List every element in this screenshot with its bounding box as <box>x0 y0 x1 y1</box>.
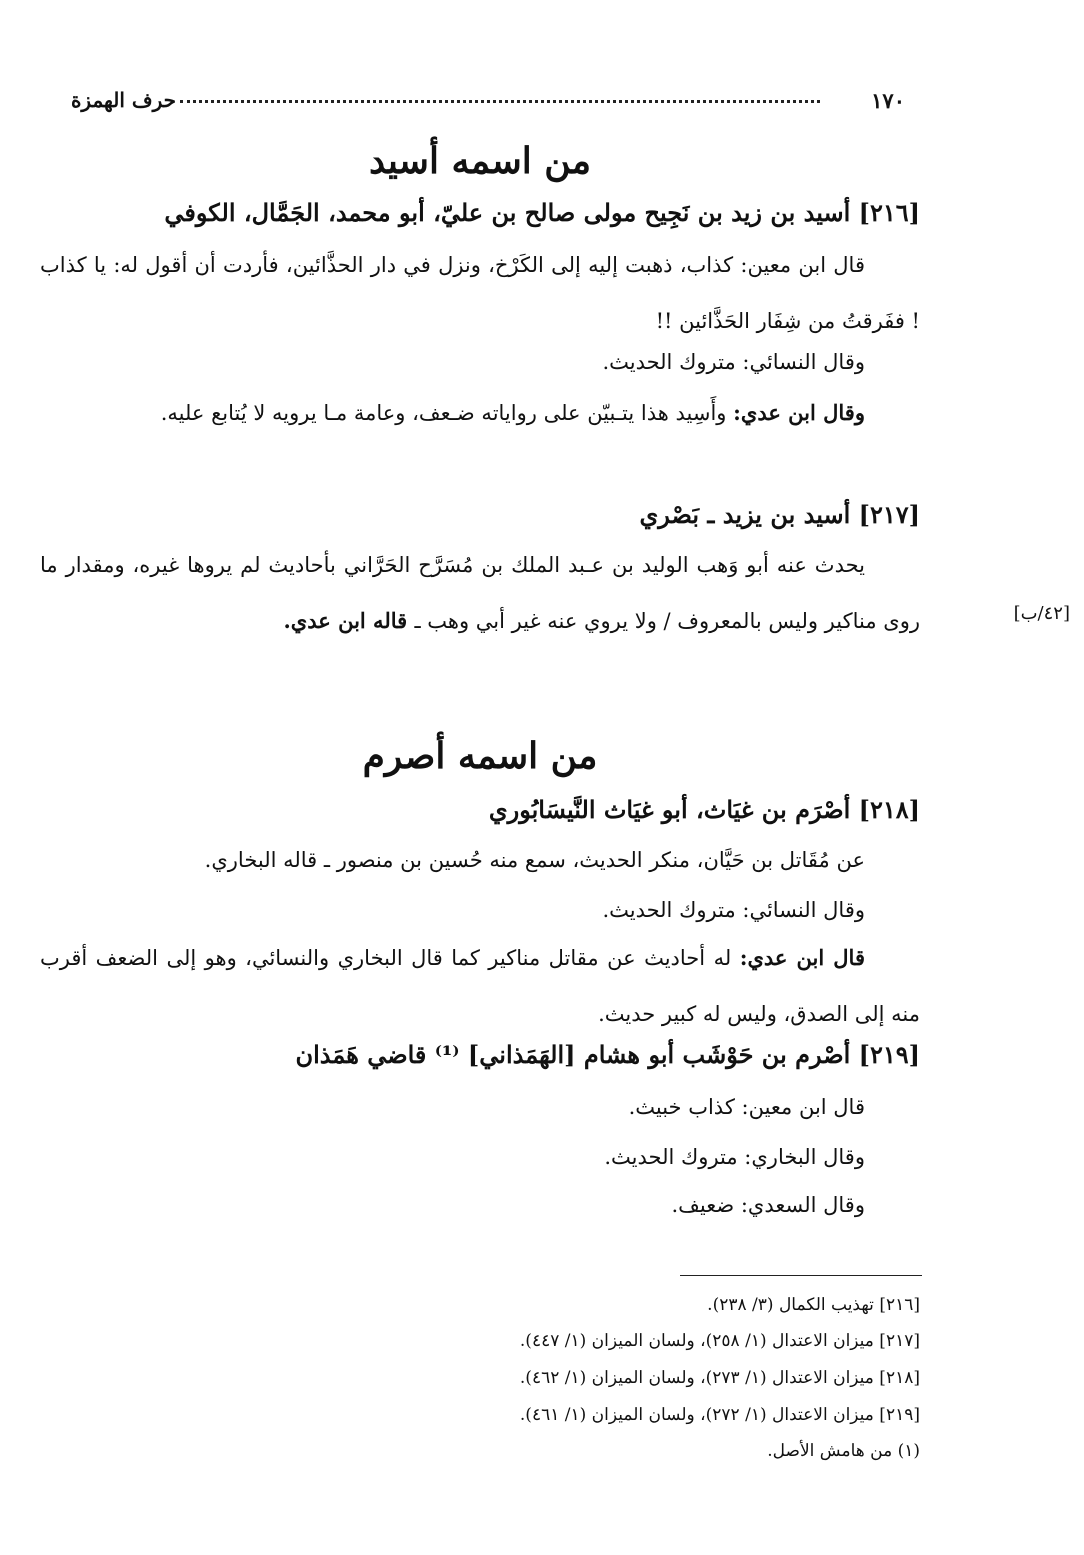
entry-219-line-3: وقال السعدي: ضعيف. <box>671 1193 865 1217</box>
running-title: حرف الهمزة <box>70 88 176 112</box>
entry-219-line-2: وقال البخاري: متروك الحديث. <box>604 1145 865 1169</box>
entry-218-paragraph-1: عن مُقَاتل بن حَيَّان، منكر الحديث، سمع منه حُسين بن منصور ـ قاله البخاري. <box>204 848 865 872</box>
entry-heading-218: [٢١٨] أصْرَم بن غيَاث، أبو غيَاث النَّيسَابُوري <box>488 795 920 824</box>
section-title-asram: من اسمه أصرم <box>362 735 598 777</box>
entry-heading-217: [٢١٧] أسيد بن يزيد ـ بَصْري <box>639 500 920 529</box>
entry-heading-219: [٢١٩] أصْرم بن حَوْشَب أبو هشام [الهَمَذاني] ⁽¹⁾ قاضي هَمَذان <box>295 1040 920 1069</box>
entry-218-paragraph-2: وقال النسائي: متروك الحديث. <box>602 898 865 922</box>
footnote-216: [٢١٦] تهذيب الكمال (٣/ ٢٣٨). <box>707 1295 920 1315</box>
entry-216-paragraph-3 <box>40 385 920 441</box>
footnote-rule <box>680 1275 922 1276</box>
entry-218-ibn-adi-text: له أحاديث عن مقاتل مناكير كما قال البخاري والنسائي، وهو إلى الضعف أقرب منه إلى الصدق، وليس له كبير حديث. <box>40 946 920 1026</box>
entry-216-ibn-adi-text: وأَسِيد هذا يتـبيّن على رواياته ضـعف، وعامة مـا يرويه لا يُتابع عليه. <box>160 401 734 425</box>
footnote-218: [٢١٨] ميزان الاعتدال (١/ ٢٧٣)، ولسان الميزان (١/ ٤٦٢). <box>519 1368 920 1388</box>
entry-217-text: يحدث عنه أبو وَهب الوليد بن عـبد الملك بن مُسَرَّح الحَرَّاني بأحاديث لم يروها غيره، ومقدار ما روى مناكير وليس بالمعروف / ولا يروي عنه غير أبي وهب ـ <box>40 553 920 633</box>
section-title-usayd: من اسمه أسيد <box>369 140 591 182</box>
header-dotted-rule <box>180 100 820 103</box>
entry-216-paragraph-1: قال ابن معين: كذاب، ذهبت إليه إلى الكَرْخ، ونزل في دار الحذَّائين، فأردت أن أقول له: يا كذاب ! ففَرقتُ من شِفَار الحَذَّائين !! <box>40 253 920 333</box>
entry-218-paragraph-3 <box>40 930 920 1042</box>
entry-218-ibn-adi-label: قال ابن عدي: <box>739 945 865 970</box>
footnote-217: [٢١٧] ميزان الاعتدال (١/ ٢٥٨)، ولسان الميزان (١/ ٤٤٧). <box>519 1331 920 1351</box>
entry-217-paragraph-1 <box>40 537 920 649</box>
footnote-219: [٢١٩] ميزان الاعتدال (١/ ٢٧٢)، ولسان الميزان (١/ ٤٦١). <box>519 1405 920 1425</box>
page-number: ١٧٠ <box>871 88 905 113</box>
entry-216-paragraph-2: وقال النسائي: متروك الحديث. <box>602 350 865 374</box>
entry-219-line-1: قال ابن معين: كذاب خبيث. <box>628 1095 865 1119</box>
entry-216-ibn-adi-label: وقال ابن عدي: <box>733 400 865 425</box>
entry-heading-216: [٢١٦] أسيد بن زيد بن نَجِيح مولى صالح بن عليّ، أبو محمد، الجَمَّال، الكوفي <box>164 198 920 227</box>
footnote-1: (١) من هامش الأصل. <box>767 1441 920 1461</box>
entry-217-source: قاله ابن عدي. <box>283 608 415 633</box>
margin-folio-note: [٤٢/ب] <box>1013 603 1070 624</box>
